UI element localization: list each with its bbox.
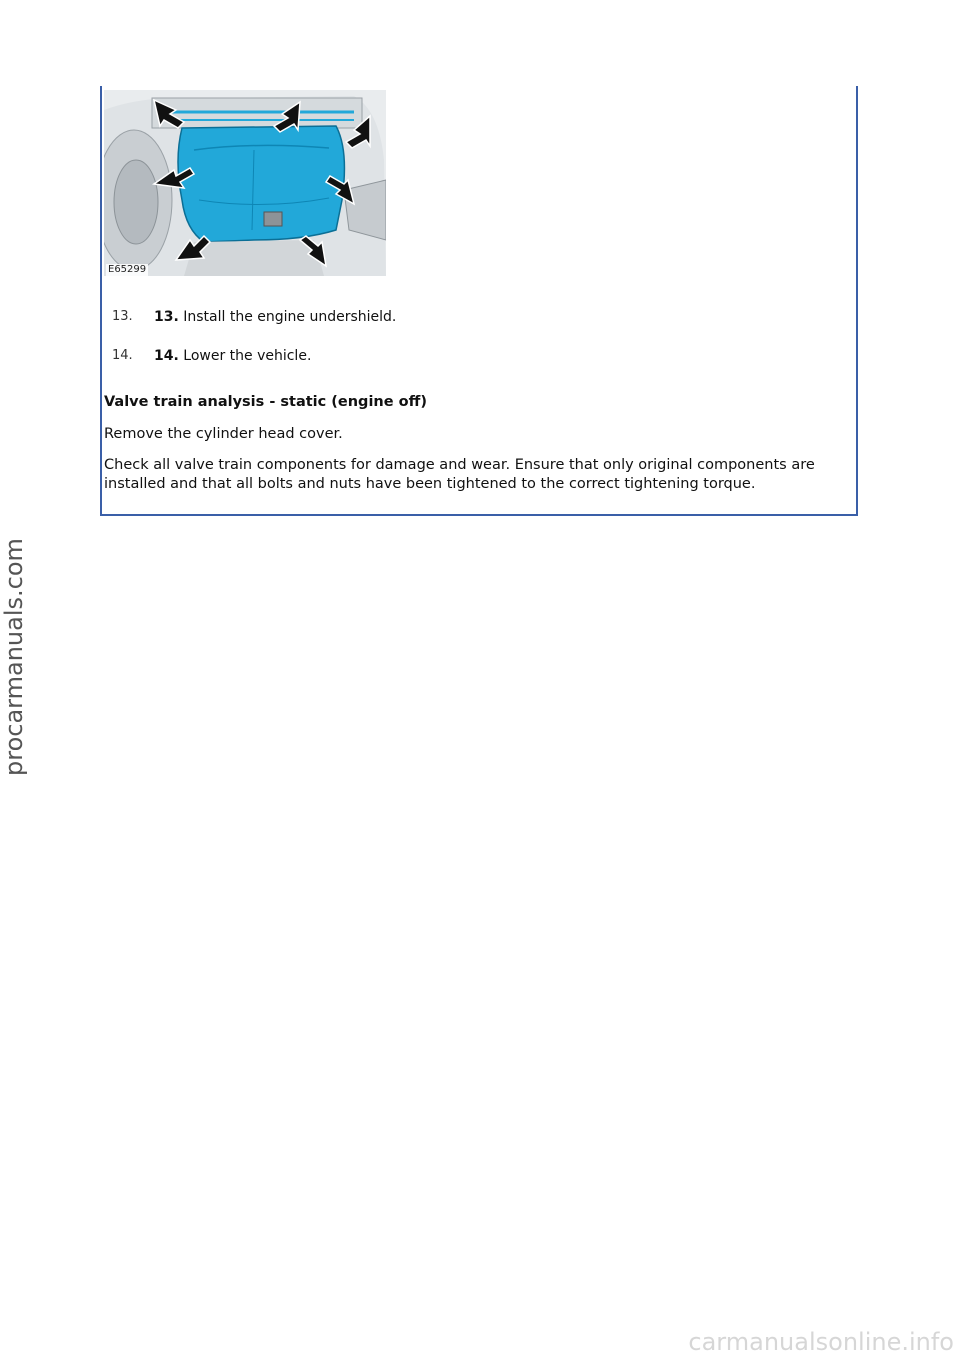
step-13-bold-number: 13. bbox=[154, 309, 179, 325]
undershield-drawing bbox=[104, 90, 386, 276]
bottom-watermark: carmanualsonline.info bbox=[688, 1328, 954, 1356]
figure-id-label: E65299 bbox=[108, 264, 147, 275]
step-14-text bbox=[154, 347, 311, 365]
paragraph-check-components: Check all valve train components for damage and wear. Ensure that only original components are installed and that all bolts and nuts have been tightened to the correct tightening torque. bbox=[104, 457, 815, 492]
paragraph-remove-cover: Remove the cylinder head cover. bbox=[104, 426, 343, 442]
step-14-number: 14. bbox=[112, 348, 133, 363]
step-14-bold-number: 14. bbox=[154, 348, 179, 364]
undershield-illustration bbox=[104, 90, 386, 276]
step-13-number: 13. bbox=[112, 309, 133, 324]
step-13-text bbox=[154, 308, 396, 326]
section-heading: Valve train analysis - static (engine off) bbox=[104, 394, 427, 410]
step-13-instruction: Install the engine undershield. bbox=[178, 309, 397, 325]
side-watermark: procarmanuals.com bbox=[0, 538, 28, 776]
step-14-instruction: Lower the vehicle. bbox=[178, 348, 312, 364]
